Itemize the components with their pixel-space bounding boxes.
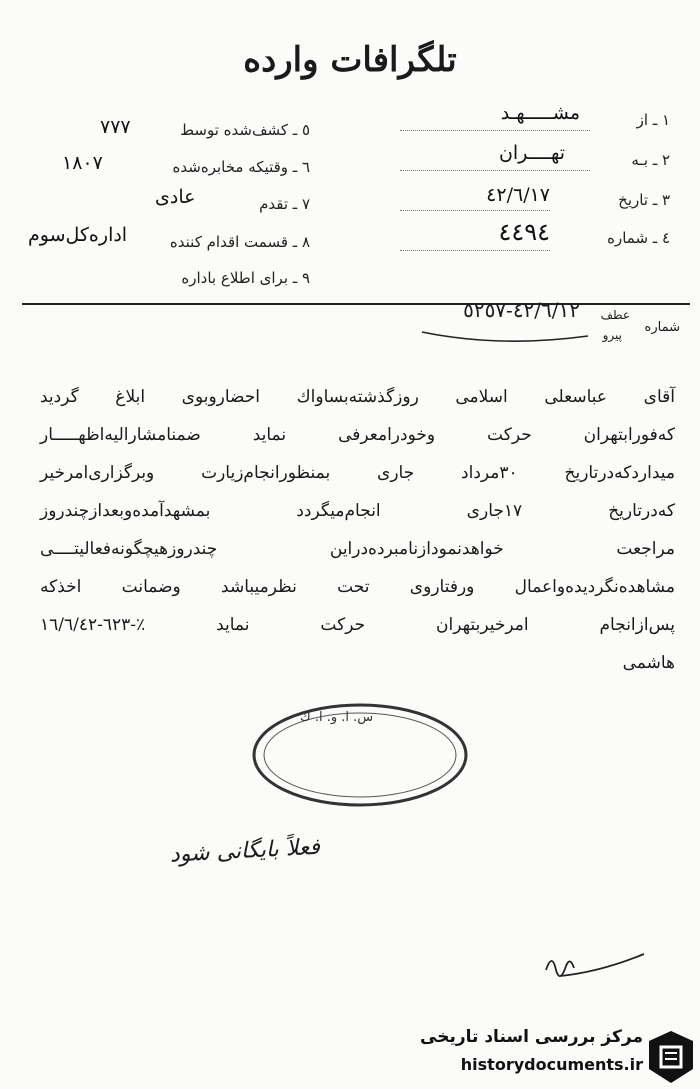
number-value: ٤٤٩٤: [498, 218, 550, 246]
body-line: ميداردكه‌درتاريخ ٣٠مرداد جارى بمنظورانجام‌زيارت وبرگزارى‌امرخير: [40, 463, 675, 483]
reference-label: شماره: [644, 320, 680, 335]
from-dotted-line: [400, 130, 590, 131]
closing-name: هاشمى: [622, 653, 675, 673]
action-dept-label: ٨ ـ قسمت اقدام كننده: [169, 233, 310, 251]
reference-word-a: عطف: [600, 308, 630, 322]
number-label: ٤ ـ شماره: [607, 229, 670, 247]
reference-value: ٤٢/٦/١٢-٥٢٥٧: [463, 298, 580, 322]
body-line: مشاهده‌نگرديده‌واعمال ورفتاروى تحت نظرميباشد وضمانت اخذكه: [40, 577, 675, 597]
decoded-by-label: ٥ ـ كشف‌شده توسط: [180, 121, 310, 139]
for-info-label: ٩ ـ براى اطلاع باداره: [181, 269, 310, 287]
for-info-field: [181, 268, 310, 287]
priority-label: ٧ ـ تقدم: [259, 195, 310, 213]
date-dotted-line: [400, 210, 550, 211]
archive-name: مركز بررسی اسناد تاريخی: [420, 1027, 643, 1047]
to-field: [631, 150, 670, 169]
handwritten-note: فعلاً بايگانى شود: [169, 834, 321, 868]
document-title: تلگرافات وارده: [243, 40, 457, 80]
body-line: آقاى عباسعلى اسلامى روزگذشته‌بساواك احضاروبوى ابلاغ گرديد: [40, 387, 675, 407]
date-label: ٣ ـ تاريخ: [618, 191, 670, 209]
to-value: تهــــران: [498, 142, 565, 164]
from-field: [637, 110, 670, 129]
body-line: كه‌درتاريخ ١٧جارى انجام‌ميگردد بمشهدآمده‌وبعدازچندروز: [40, 501, 676, 521]
priority-field: [259, 194, 310, 213]
reference-word-b: پيرو: [602, 328, 622, 342]
action-dept-field: [170, 232, 310, 251]
transmitted-at-field: [173, 157, 310, 176]
decoded-by-field: [180, 120, 310, 139]
reference-underline: [420, 326, 590, 348]
transmitted-at-label: ٦ ـ وقتيكه مخابره‌شده: [172, 158, 310, 176]
body-line: كه‌فورابتهران حركت وخودرامعرفى نمايد ضمنامشاراليه‌اظهـــــار: [40, 425, 675, 445]
body-line: مراجعت خواهدنمودازنامبرده‌دراين چندروزهيچگونه‌فعاليتــــى: [40, 539, 675, 559]
reference-block: [380, 296, 680, 356]
from-value: مشـــــهـد: [500, 102, 580, 124]
stamp-text: س. ا. و. ا. ك: [300, 710, 374, 725]
date-value: ٤٢/٦/١٧: [486, 184, 550, 206]
decoded-by-value: ٧٧٧: [100, 116, 131, 138]
transmitted-at-value: ١٨٠٧: [62, 152, 103, 174]
to-label: ٢ ـ بـه: [631, 151, 670, 169]
number-field: [607, 228, 670, 247]
archive-url: historydocuments.ir: [460, 1055, 643, 1074]
signature: [540, 940, 650, 990]
body-line: پس‌ازانجام امرخيربتهران حركت نمايد ٪-٦٢٣-١٦/٦/٤٢: [40, 615, 675, 635]
from-label: ١ ـ از: [636, 111, 670, 129]
priority-value: عادى: [155, 186, 196, 208]
telegram-body: [40, 378, 675, 682]
number-dotted-line: [400, 250, 550, 251]
archive-footer: [415, 1025, 695, 1089]
to-dotted-line: [400, 170, 590, 171]
date-field: [618, 190, 670, 209]
archive-logo-icon: [647, 1029, 695, 1085]
action-dept-value: اداره‌كل‌سوم: [28, 224, 128, 246]
